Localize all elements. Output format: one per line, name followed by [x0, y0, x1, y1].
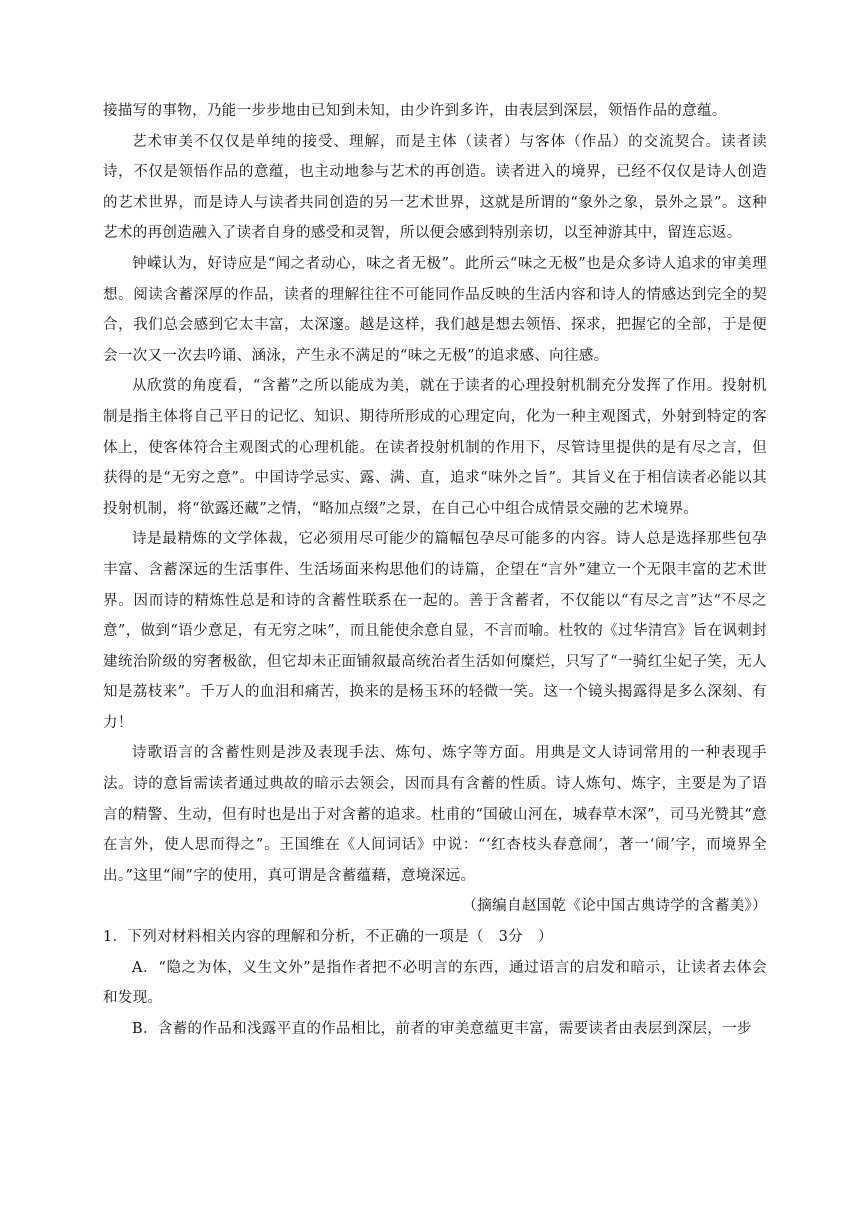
document-page — [103, 96, 767, 1044]
paragraph-poetry-concision: 诗是最精炼的文学体裁，它必须用尽可能少的篇幅包孕尽可能多的内容。诗人总是选择那些包孕丰富、含蓄深远的生活事件、生活场面来构思他们的诗篇，企望在“言外”建立一个无限丰富的艺术世界。因而诗的精炼性总是和诗的含蓄性联系在一起的。善于含蓄者，不仅能以“有尽之言”达“不尽之意”，做到“语少意足，有无穷之味”，而且能使余意自显，不言而喻。杜牧的《过华清宫》旨在讽刺封建统治阶级的穷奢极欲，但它却未正面铺叙最高统治者生活如何糜烂，只写了“一骑红尘妃子笑，无人知是荔枝来”。千万人的血泪和痛苦，换来的是杨玉环的轻微一笑。这一个镜头揭露得是多么深刻、有力！ — [103, 531, 767, 731]
option-a: A．“隐之为体，义生文外”是指作者把不必明言的东西，通过语言的启发和暗示，让读者去体会和发现。 — [103, 959, 767, 1007]
source-citation: （摘编自赵国乾《论中国古典诗学的含蓄美》） — [462, 898, 767, 915]
paragraph-continuation: 接描写的事物，乃能一步步地由已知到未知，由少许到多许，由表层到深层，领悟作品的意蕴。 — [103, 103, 727, 119]
paragraph-zhong-rong: 钟嵘认为，好诗应是“闻之者动心，味之者无极”。此所云“味之无极”也是众多诗人追求的审美理想。阅读含蓄深厚的作品，读者的理解往往不可能同作品反映的生活内容和诗人的情感达到完全的契合，我们总会感到它太丰富，太深邃。越是这样，我们越是想去领悟、探求，把握它的全部，于是便会一次又一次去吟诵、涵泳，产生永不满足的“味之无极”的追求感、向往感。 — [103, 255, 767, 364]
option-b: B．含蓄的作品和浅露平直的作品相比，前者的审美意蕴更丰富，需要读者由表层到深层，一步 — [132, 1020, 752, 1037]
paragraph-projection-mechanism: 从欣赏的角度看，“含蓄”之所以能成为美，就在于读者的心理投射机制充分发挥了作用。投射机制是指主体将自己平日的记忆、知识、期待所形成的心理定向，化为一种主观图式，外射到特定的客体上，使客体符合主观图式的心理机能。在读者投射机制的作用下，尽管诗里提供的是有尽之言，但获得的是“无穷之意”。中国诗学忌实、露、满、直，追求“味外之旨”。其旨义在于相信读者必能以其投射机制，将“欲露还藏”之情，“略加点缀”之景，在自己心中组合成情景交融的艺术境界。 — [103, 378, 767, 517]
question-1: 1．下列对材料相关内容的理解和分析，不正确的一项是（ 3分 ） — [103, 929, 553, 946]
paragraph-art-appreciation: 艺术审美不仅仅是单纯的接受、理解，而是主体（读者）与客体（作品）的交流契合。读者读诗，不仅是领悟作品的意蕴，也主动地参与艺术的再创造。读者进入的境界，已经不仅仅是诗人创造的艺术世界，而是诗人与读者共同创造的另一艺术世界，这就是所谓的“象外之象，景外之景”。这种艺术的再创造融入了读者自身的感受和灵智，所以便会感到特别亲切，以至神游其中，留连忘返。 — [103, 133, 767, 242]
paragraph-poetic-language: 诗歌语言的含蓄性则是涉及表现手法、炼句、炼字等方面。用典是文人诗词常用的一种表现手法。诗的意旨需读者通过典故的暗示去领会，因而具有含蓄的性质。诗人炼句、炼字，主要是为了语言的精警、生动，但有时也是出于对含蓄的追求。杜甫的“国破山河在，城春草木深”，司马光赞其“意在言外，使人思而得之”。王国维在《人间词话》中说：“‘红杏枝头春意闹’，著一‘闹’字，而境界全出。”这里“闹”字的使用，真可谓是含蓄蕴藉，意境深远。 — [103, 745, 767, 884]
